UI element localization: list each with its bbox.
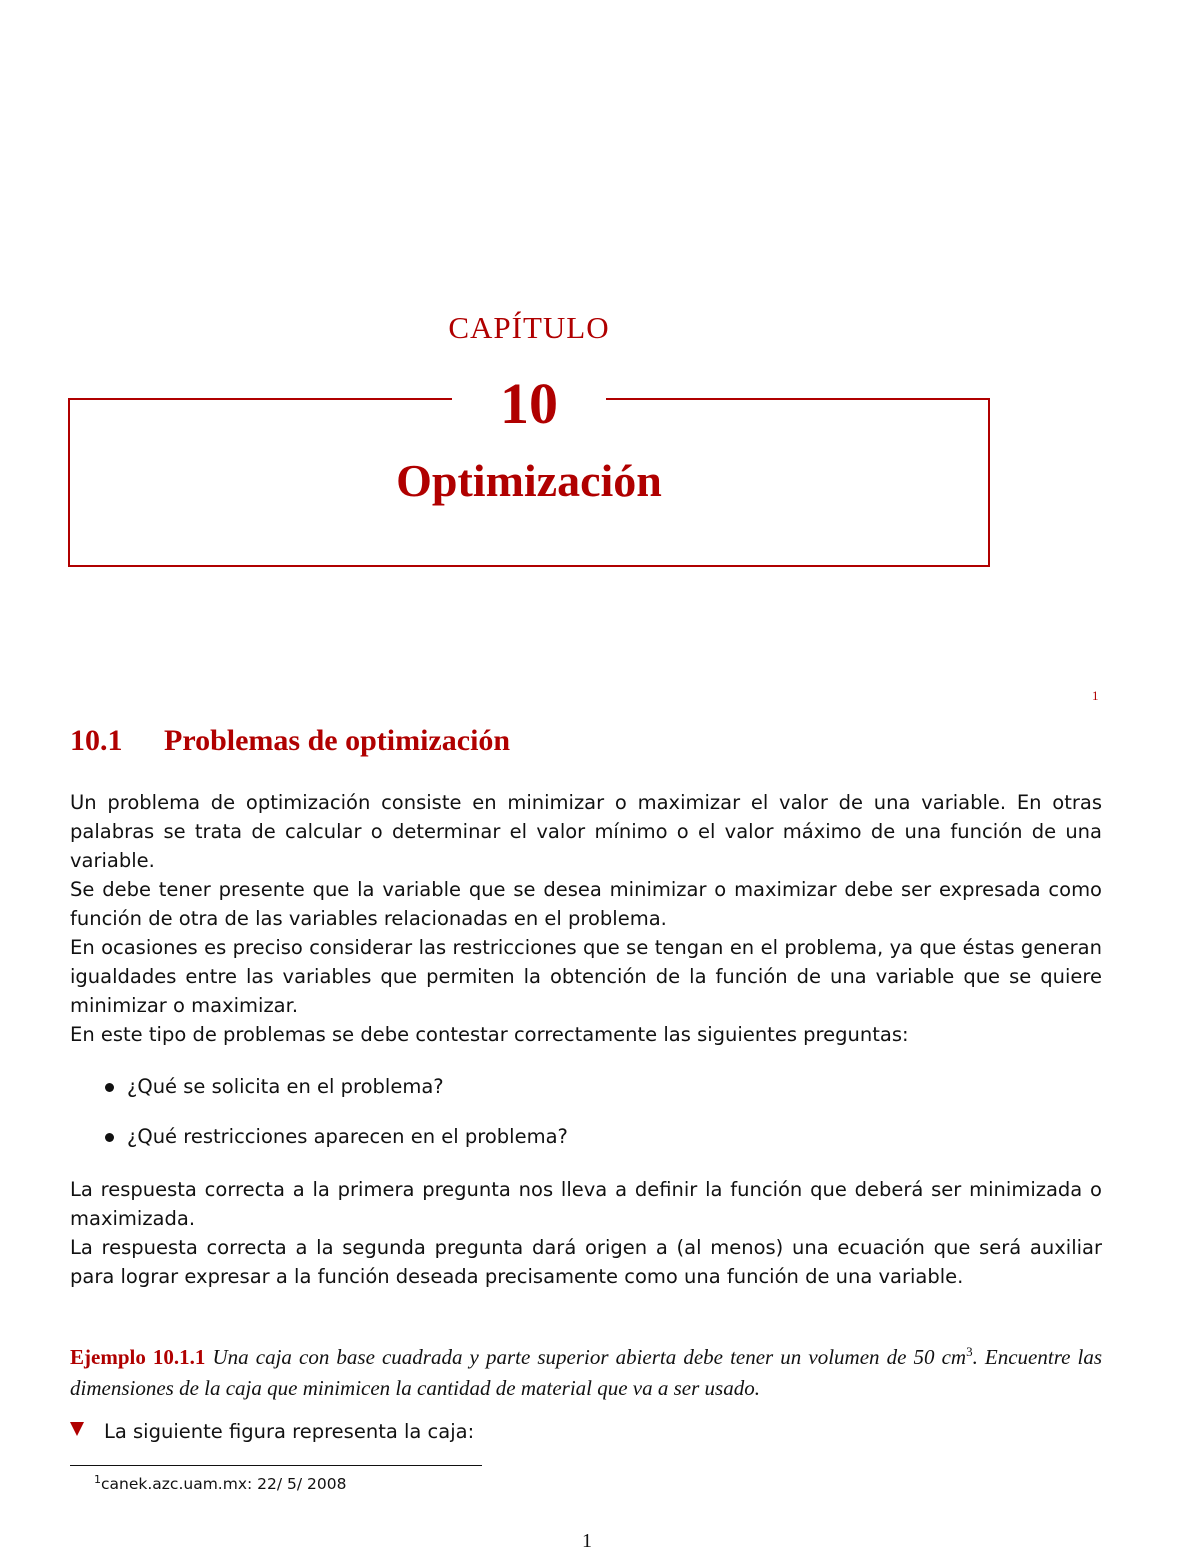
body-text <box>70 788 1102 1291</box>
paragraph: En este tipo de problemas se debe contestar correctamente las siguientes preguntas: <box>70 1023 909 1046</box>
section-heading <box>70 724 510 758</box>
section-number: 10.1 <box>70 724 123 757</box>
example-statement <box>70 1345 1102 1400</box>
footnote <box>94 1473 346 1493</box>
example-block <box>70 1336 1102 1404</box>
chapter-frame-top-left <box>68 398 452 400</box>
page-number: 1 <box>582 1530 592 1552</box>
question-list <box>70 1072 1102 1151</box>
example-unit: cm <box>941 1345 967 1369</box>
bullet-icon <box>105 1083 114 1092</box>
paragraph: Un problema de optimización consiste en minimizar o maximizar el valor de una variable. En otras palabras se trata de calcular o determinar el valor mínimo o el valor máximo de una función de una variable. <box>70 791 1102 872</box>
figure-intro: La siguiente figura representa la caja: <box>104 1420 475 1443</box>
question-text: ¿Qué restricciones aparecen en el problema? <box>127 1125 568 1148</box>
example-statement-part: . Encuentre las dimensiones de la caja que minimicen la cantidad de material que va a ser usado. <box>70 1345 1103 1400</box>
triangle-down-icon <box>70 1422 84 1436</box>
chapter-number: 10 <box>500 371 558 436</box>
footnote-marker[interactable]: 1 <box>1092 688 1099 703</box>
paragraph: Se debe tener presente que la variable que se desea minimizar o maximizar debe ser expresada como función de otra de las variables relacionadas en el problema. <box>70 878 1102 930</box>
list-item <box>70 1122 1102 1151</box>
example-exponent: 3 <box>966 1344 973 1359</box>
footnote-number: 1 <box>94 1473 101 1486</box>
paragraph: La respuesta correcta a la segunda pregunta dará origen a (al menos) una ecuación que será auxiliar para lograr expresar a la función deseada precisamente como una función de una variable. <box>70 1236 1102 1288</box>
example-label: Ejemplo 10.1.1 <box>70 1345 206 1369</box>
bullet-icon <box>105 1133 114 1142</box>
question-text: ¿Qué se solicita en el problema? <box>127 1075 444 1098</box>
chapter-title: Optimización <box>396 455 662 506</box>
footnote-divider <box>70 1465 482 1466</box>
paragraph: La respuesta correcta a la primera pregunta nos lleva a definir la función que deberá ser minimizada o maximizada. <box>70 1178 1102 1230</box>
footnote-text: canek.azc.uam.mx: 22/ 5/ 2008 <box>101 1475 347 1494</box>
list-item <box>70 1072 1102 1101</box>
chapter-label: CAPÍTULO <box>448 310 610 345</box>
section-title: Problemas de optimización <box>164 724 511 757</box>
example-statement-part: Una caja con base cuadrada y parte superior abierta debe tener un volumen de 50 <box>212 1345 942 1369</box>
solution-start <box>70 1420 474 1443</box>
paragraph: En ocasiones es preciso considerar las restricciones que se tengan en el problema, ya que éstas generan igualdades entre las variables que permiten la obtención de la función de una variable que se quiere minimizar o maximizar. <box>70 936 1102 1017</box>
chapter-frame-top-right <box>606 398 988 400</box>
